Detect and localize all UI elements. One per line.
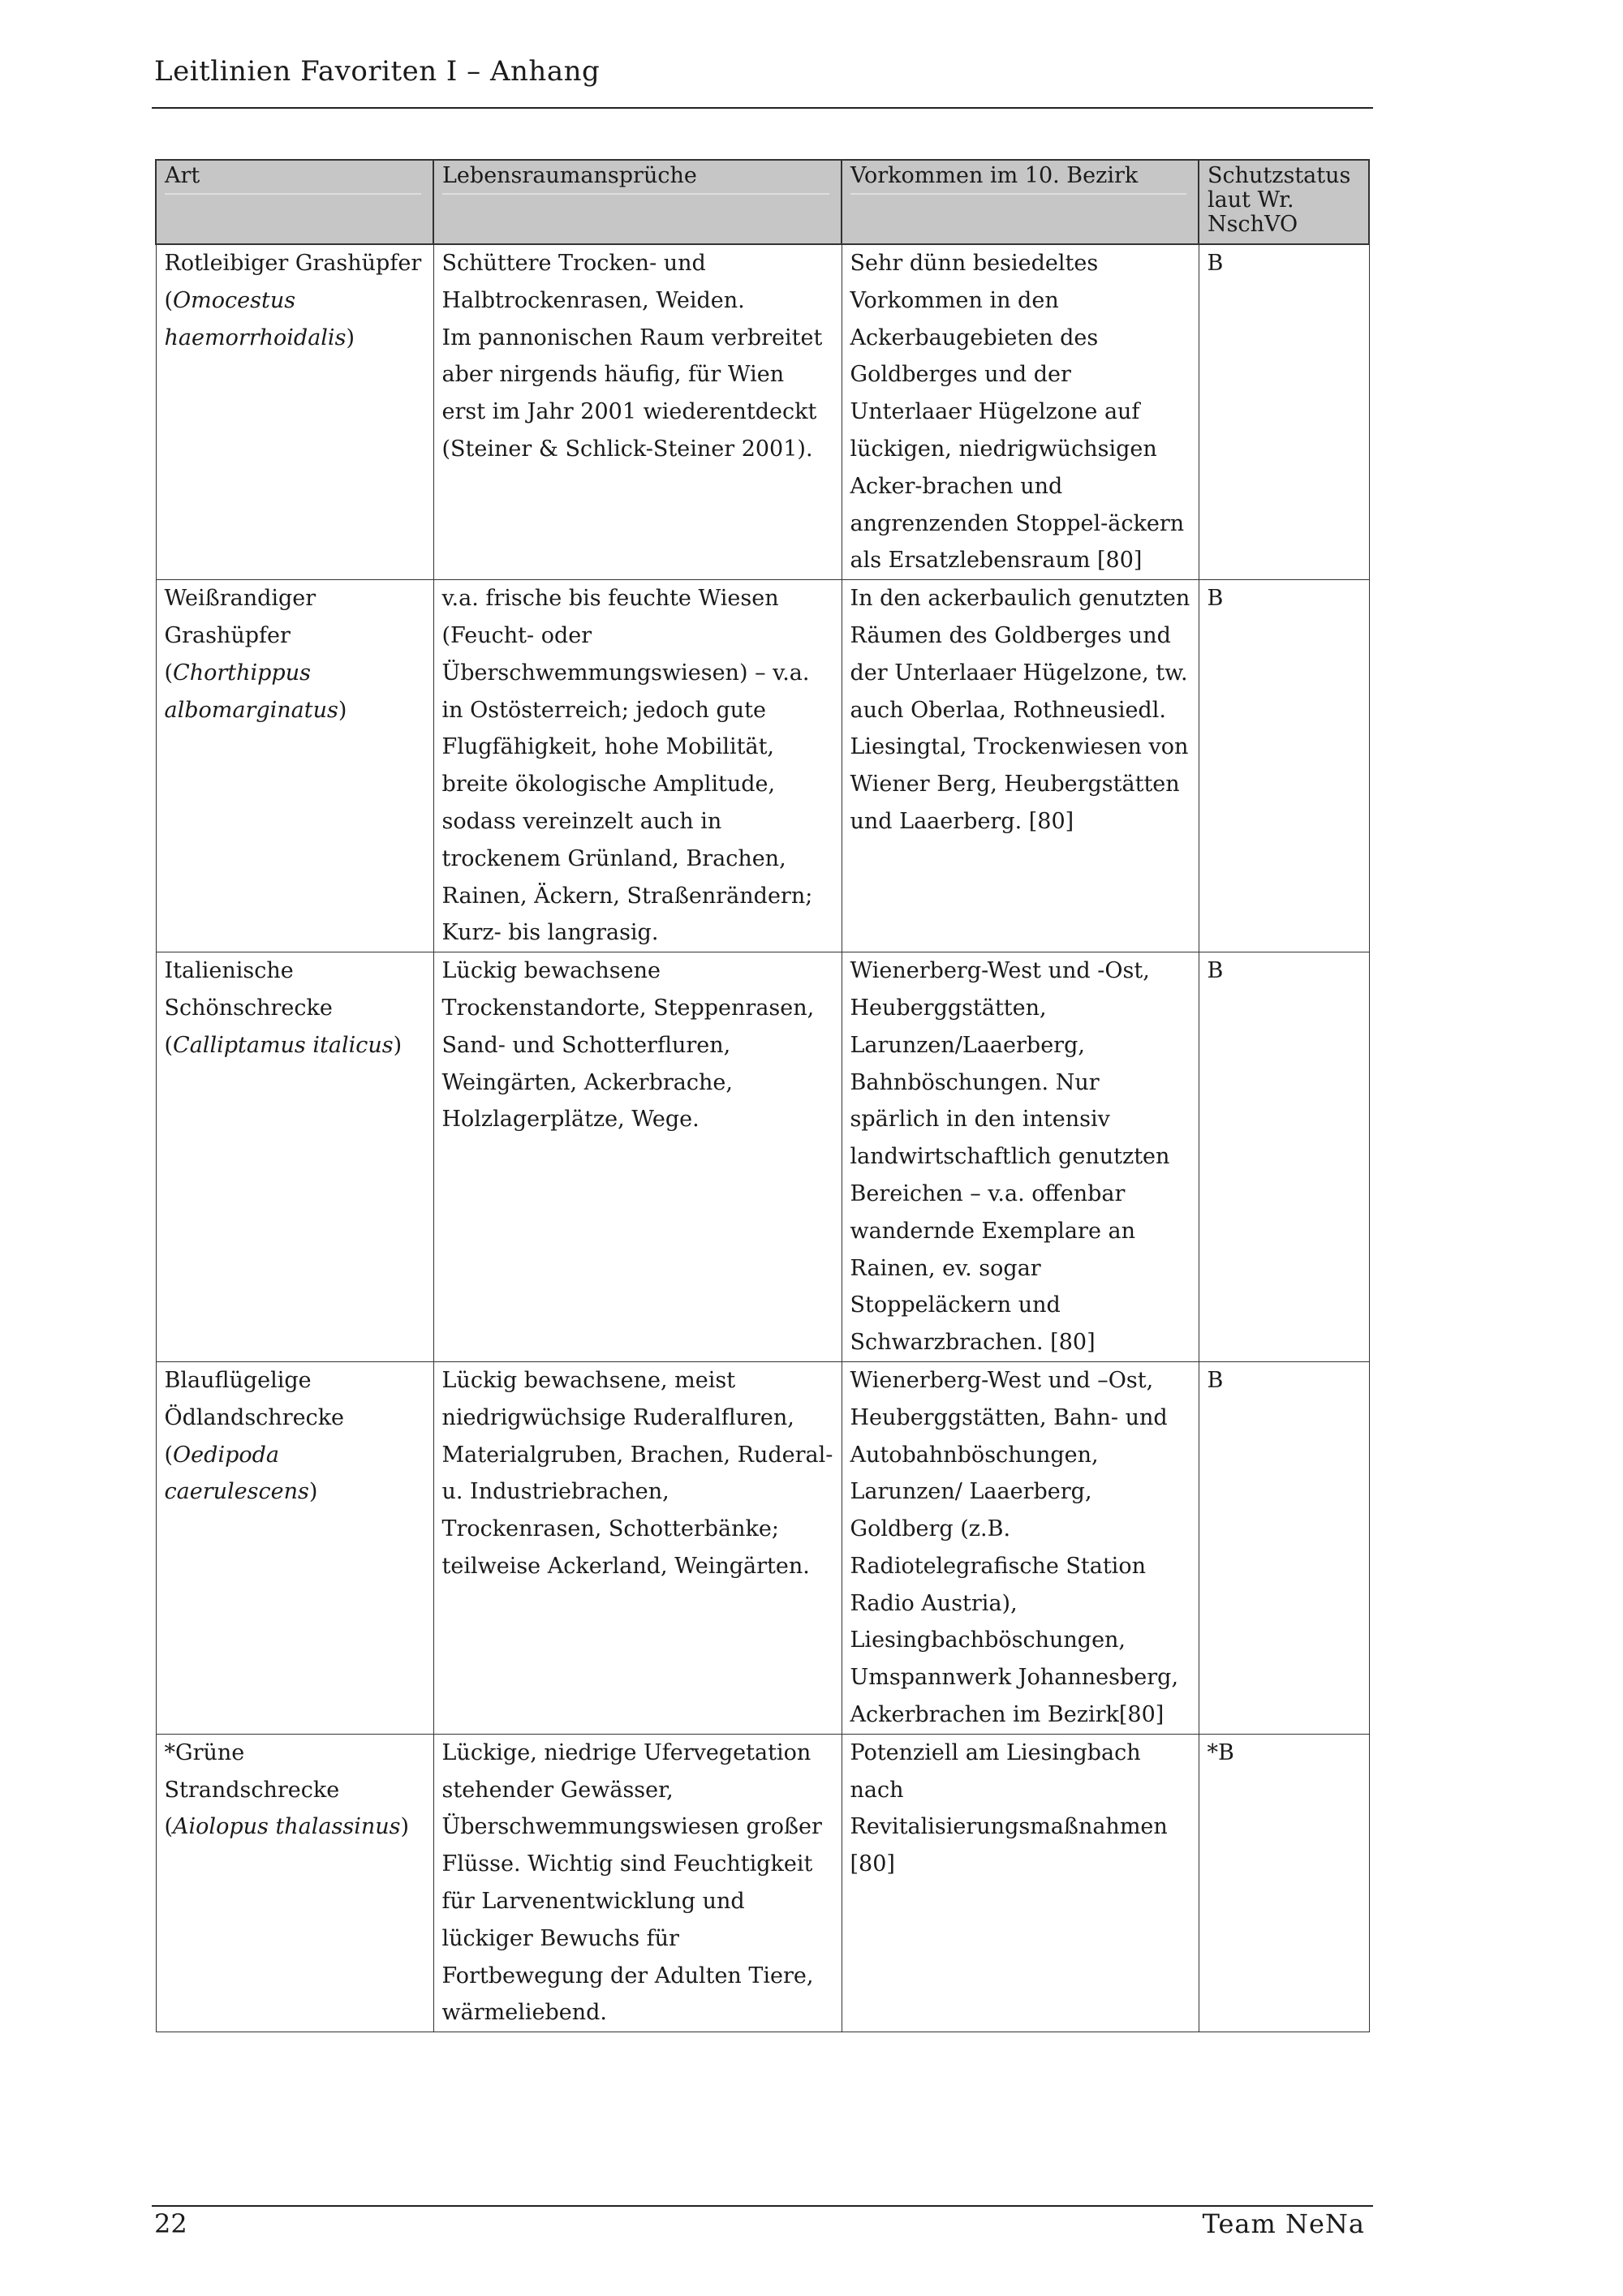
scientific-name: Omocestus haemorrhoidalis	[164, 287, 347, 350]
cell-lebensraum: v.a. frische bis feuchte Wiesen (Feucht- oder Überschwemmungswiesen) – v.a. in Ostösterreich; jedoch gute Flugfähigkeit, hohe Mobilität, breite ökologische Amplitude, sodass vereinzelt auch in trockenem Grünland, Brachen, Rainen, Äckern, Straßenrändern; Kurz- bis langrasig.	[433, 580, 842, 952]
cell-status: B	[1199, 244, 1369, 580]
cell-lebensraum: Lückig bewachsene Trockenstandorte, Steppenrasen, Sand- und Schotterfluren, Weingärten, Ackerbrache, Holzlagerplätze, Wege.	[433, 952, 842, 1362]
scientific-name: Aiolopus thalassinus	[173, 1814, 401, 1840]
cell-lebensraum: Lückig bewachsene, meist niedrigwüchsige Ruderalfluren, Materialgruben, Brachen, Ruderal-u. Industriebrachen, Trockenrasen, Schotterbänke; teilweise Ackerland, Weingärten.	[433, 1361, 842, 1734]
cell-vorkommen: Sehr dünn besiedeltes Vorkommen in den Ackerbaugebieten des Goldberges und der Unterlaaer Hügelzone auf lückigen, niedrigwüchsigen Acker-brachen und angrenzenden Stoppel-äckern als Ersatzlebensraum [80]	[842, 244, 1199, 580]
cell-lebensraum: Lückige, niedrige Ufervegetation stehender Gewässer, Überschwemmungswiesen großer Flüsse. Wichtig sind Feuchtigkeit für Larvenentwicklung und lückiger Bewuchs für Fortbewegung der Adulten Tiere, wärmeliebend.	[433, 1734, 842, 2032]
table-row	[156, 580, 1369, 952]
species-table	[155, 159, 1370, 2032]
footer-rule	[152, 2205, 1373, 2207]
cell-art: Italienische Schönschrecke (Calliptamus italicus)	[156, 952, 433, 1362]
cell-lebensraum: Schüttere Trocken- und Halbtrockenrasen, Weiden. Im pannonischen Raum verbreitet aber nirgends häufig, für Wien erst im Jahr 2001 wiederentdeckt (Steiner & Schlick-Steiner 2001).	[433, 244, 842, 580]
cell-status: *B	[1199, 1734, 1369, 2032]
cell-art: Weißrandiger Grashüpfer (Chorthippus albomarginatus)	[156, 580, 433, 952]
cell-art: Rotleibiger Grashüpfer (Omocestus haemorrhoidalis)	[156, 244, 433, 580]
table-row	[156, 952, 1369, 1362]
table-row	[156, 1734, 1369, 2032]
cell-status: B	[1199, 580, 1369, 952]
table-row	[156, 1361, 1369, 1734]
column-header-schutzstatus: Schutzstatus laut Wr. NschVO	[1199, 160, 1369, 244]
cell-vorkommen: Wienerberg-West und –Ost, Heuberggstätten, Bahn- und Autobahnböschungen, Larunzen/ Laaerberg, Goldberg (z.B. Radiotelegrafische Station Radio Austria), Liesingbachböschungen, Umspannwerk Johannesberg, Ackerbrachen im Bezirk[80]	[842, 1361, 1199, 1734]
column-header-lebensraum: Lebensraumansprüche	[433, 160, 842, 244]
column-header-art: Art	[156, 160, 433, 244]
page-number: 22	[154, 2208, 187, 2239]
cell-vorkommen: Wienerberg-West und -Ost, Heuberggstätten, Larunzen/Laaerberg, Bahnböschungen. Nur spärlich in den intensiv landwirtschaftlich genutzten Bereichen – v.a. offenbar wandernde Exemplare an Rainen, ev. sogar Stoppeläckern und Schwarzbrachen. [80]	[842, 952, 1199, 1362]
header-rule	[152, 107, 1373, 109]
scientific-name: Oedipoda caerulescens	[164, 1442, 309, 1505]
cell-status: B	[1199, 1361, 1369, 1734]
table-header-row	[156, 160, 1369, 244]
running-header: Leitlinien Favoriten I – Anhang	[154, 55, 601, 88]
footer-author: Team NeNa	[1202, 2208, 1365, 2239]
cell-art: Blauflügelige Ödlandschrecke (Oedipoda caerulescens)	[156, 1361, 433, 1734]
table-row	[156, 244, 1369, 580]
scientific-name: Calliptamus italicus	[173, 1032, 394, 1058]
scientific-name: Chorthippus albomarginatus	[164, 660, 338, 723]
cell-vorkommen: In den ackerbaulich genutzten Räumen des Goldberges und der Unterlaaer Hügelzone, tw. auch Oberlaa, Rothneusiedl. Liesingtal, Trockenwiesen von Wiener Berg, Heubergstätten und Laaerberg. [80]	[842, 580, 1199, 952]
cell-status: B	[1199, 952, 1369, 1362]
cell-art: *Grüne Strandschrecke (Aiolopus thalassinus)	[156, 1734, 433, 2032]
cell-vorkommen: Potenziell am Liesingbach nach Revitalisierungsmaßnahmen [80]	[842, 1734, 1199, 2032]
column-header-vorkommen: Vorkommen im 10. Bezirk	[842, 160, 1199, 244]
